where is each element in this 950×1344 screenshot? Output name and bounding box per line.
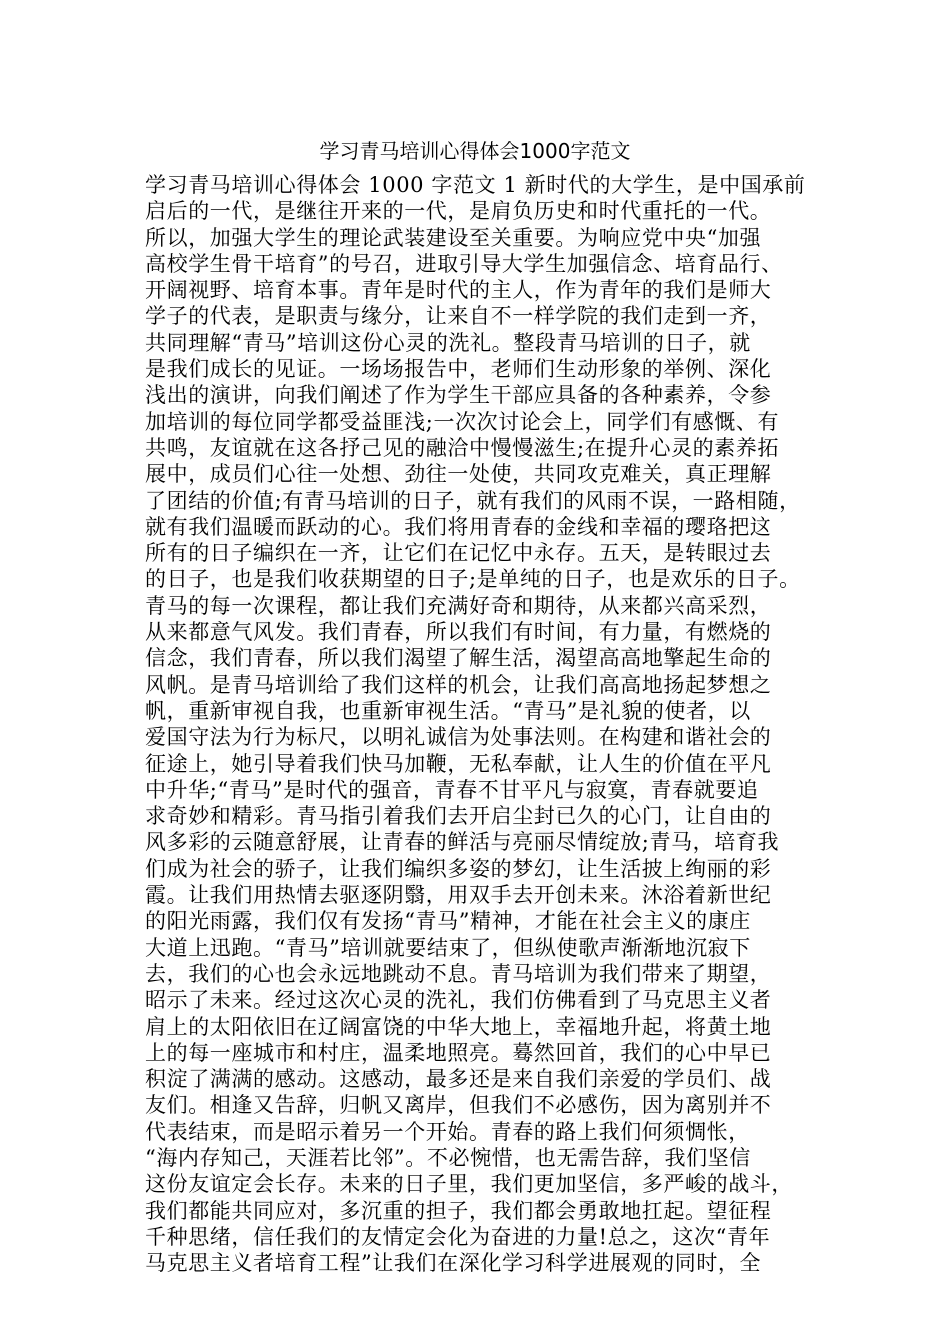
body-text-line: 学子的代表，是职责与缘分，让来自不一样学院的我们走到一齐， [145, 304, 772, 329]
body-text-line: 风帆。是青马培训给了我们这样的机会，让我们高高地扬起梦想之 [145, 672, 772, 697]
body-text-line: 浅出的演讲，向我们阐述了作为学生干部应具备的各种素养，令参 [145, 383, 772, 408]
body-text-line: 从来都意气风发。我们青春，所以我们有时间，有力量，有燃烧的 [145, 620, 772, 645]
body-text-line: 共同理解“青马”培训这份心灵的洗礼。整段青马培训的日子，就 [145, 330, 751, 355]
body-text-line: 共鸣，友谊就在这各抒己见的融洽中慢慢滋生;在提升心灵的素养拓 [145, 435, 780, 460]
document-title: 学习青马培训心得体会1000字范文 [319, 139, 631, 163]
body-text-line: 上的每一座城市和村庄，温柔地照亮。蓦然回首，我们的心中早已 [145, 1040, 772, 1065]
body-text-line: 霞。让我们用热情去驱逐阴翳，用双手去开创未来。沐浴着新世纪 [145, 883, 772, 908]
body-text-line: 千种思绪，信任我们的友情定会化为奋进的力量!总之，这次“青年 [145, 1224, 771, 1249]
body-text-line: 青马的每一次课程，都让我们充满好奇和期待，从来都兴高采烈， [145, 593, 772, 618]
body-text-line: 帆，重新审视自我，也重新审视生活。“青马”是礼貌的使者，以 [145, 698, 751, 723]
body-text-line: 爱国守法为行为标尺，以明礼诚信为处事法则。在构建和谐社会的 [145, 725, 772, 750]
body-text-line: 的阳光雨露，我们仅有发扬“青马”精神，才能在社会主义的康庄 [145, 909, 751, 934]
body-text-line: 启后的一代，是继往开来的一代，是肩负历史和时代重托的一代。 [145, 199, 772, 224]
body-text-line: 代表结束，而是昭示着另一个开始。青春的路上我们何须惆怅， [145, 1119, 750, 1144]
document-body [145, 172, 825, 1276]
body-text-line: 高校学生骨干培育”的号召，进取引导大学生加强信念、培育品行、 [145, 251, 783, 276]
body-text-line: 友们。相逢又告辞，归帆又离岸，但我们不必感伤，因为离别并不 [145, 1093, 772, 1118]
body-text-line: 了团结的价值;有青马培训的日子，就有我们的风雨不误，一路相随， [145, 488, 801, 513]
body-text-line: 求奇妙和精彩。青马指引着我们去开启尘封已久的心门，让自由的 [145, 804, 772, 829]
body-text-line: 信念，我们青春，所以我们渴望了解生活，渴望高高地擎起生命的 [145, 646, 772, 671]
body-text-line: “海内存知己，天涯若比邻”。不必惋惜，也无需告辞，我们坚信 [145, 1145, 751, 1170]
body-text-line: 肩上的太阳依旧在辽阔富饶的中华大地上，幸福地升起，将黄土地 [145, 1014, 772, 1039]
body-text-line: 昭示了未来。经过这次心灵的洗礼，我们仿佛看到了马克思主义者 [145, 988, 772, 1013]
body-text-line: 征途上，她引导着我们快马加鞭，无私奉献，让人生的价值在平凡 [145, 751, 772, 776]
body-text-line: 开阔视野、培育本事。青年是时代的主人，作为青年的我们是师大 [145, 278, 772, 303]
body-text-line: 加培训的每位同学都受益匪浅;一次次讨论会上，同学们有感慨、有 [145, 409, 780, 434]
body-text-line: 的日子，也是我们收获期望的日子;是单纯的日子，也是欢乐的日子。 [145, 567, 801, 592]
body-text-line: 就有我们温暖而跃动的心。我们将用青春的金线和幸福的璎珞把这 [145, 514, 772, 539]
body-text-line: 风多彩的云随意舒展，让青春的鲜活与亮丽尽情绽放;青马，培育我 [145, 830, 780, 855]
body-text-line: 去，我们的心也会永远地跳动不息。青马培训为我们带来了期望， [145, 961, 772, 986]
body-text-line: 大道上迅跑。“青马”培训就要结束了，但纵使歌声渐渐地沉寂下 [145, 935, 751, 960]
body-text-line: 所有的日子编织在一齐，让它们在记忆中永存。五天，是转眼过去 [145, 541, 772, 566]
body-text-line: 这份友谊定会长存。未来的日子里，我们更加坚信，多严峻的战斗， [145, 1172, 793, 1197]
body-text-line: 是我们成长的见证。一场场报告中，老师们生动形象的举例、深化 [145, 357, 772, 382]
body-text-line: 我们都能共同应对，多沉重的担子，我们都会勇敢地扛起。望征程 [145, 1198, 772, 1223]
body-text-line: 中升华;“青马”是时代的强音，青春不甘平凡与寂寞，青春就要追 [145, 777, 759, 802]
body-text-line: 展中，成员们心往一处想、劲往一处使，共同攻克难关，真正理解 [145, 462, 772, 487]
body-text-line: 马克思主义者培育工程”让我们在深化学习科学进展观的同时，全 [145, 1251, 762, 1276]
body-text-line: 积淀了满满的感动。这感动，最多还是来自我们亲爱的学员们、战 [145, 1067, 772, 1092]
body-text-line: 们成为社会的骄子，让我们编织多姿的梦幻，让生活披上绚丽的彩 [145, 856, 772, 881]
body-text-line: 所以，加强大学生的理论武装建设至关重要。为响应党中央“加强 [145, 225, 762, 250]
body-text-line: 学习青马培训心得体会 1000 字范文 1 新时代的大学生，是中国承前 [145, 173, 806, 197]
